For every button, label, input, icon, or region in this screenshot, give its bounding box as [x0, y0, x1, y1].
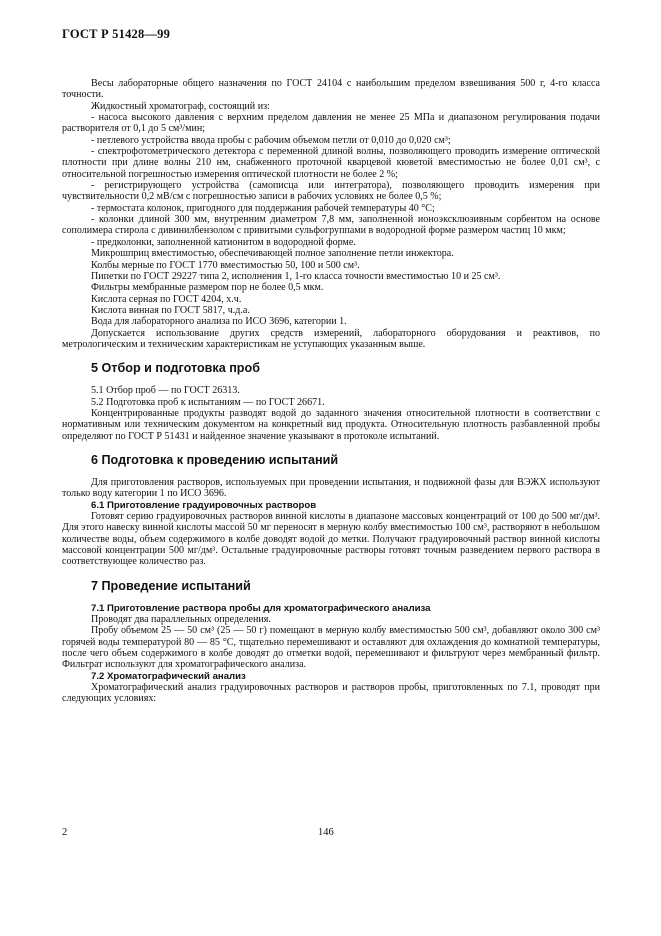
- list-item: - регистрирующего устройства (самописца или интегратора), позволяющего проводить измерения при чувствительности 0,2 мВ/см с погрешностью записи в рабочих условиях не более 0,5 %;: [62, 180, 600, 203]
- paragraph: Колбы мерные по ГОСТ 1770 вместимостью 50, 100 и 500 см³.: [91, 259, 360, 271]
- paragraph: Для приготовления растворов, используемых при проведении испытания, и подвижной фазы для ВЭЖХ используют только воду категории 1 по ИСО 3696.: [62, 476, 600, 500]
- paragraph: Кислота винная по ГОСТ 5817, ч.д.а.: [91, 304, 250, 316]
- subsection-heading: 7.2 Хроматографический анализ: [91, 670, 246, 682]
- document-header: ГОСТ Р 51428—99: [62, 27, 171, 41]
- list-item: - колонки длиной 300 мм, внутренним диаметром 7,8 мм, заполненной ионоэксклюзивным сорбентом на основе сополимера стирола с дивинилбензолом с привитыми сульфогруппами в водородной форме размером частиц 10 мкм;: [62, 214, 600, 237]
- list-item: - насоса высокого давления с верхним пределом давления не менее 25 МПа и диапазоном регулирования подачи растворителя от 0,1 до 5 см³/мин;: [62, 112, 600, 135]
- paragraph: 5.2 Подготовка проб к испытаниям — по ГОСТ 26671.: [91, 396, 325, 408]
- paragraph: 5.1 Отбор проб — по ГОСТ 26313.: [91, 385, 240, 397]
- section-heading: 6 Подготовка к проведению испытаний: [91, 452, 339, 467]
- page-number-global: 146: [318, 827, 334, 838]
- paragraph: Проводят два параллельных определения.: [91, 614, 271, 626]
- list-item: - предколонки, заполненной катионитом в водородной форме.: [91, 236, 356, 248]
- paragraph: Готовят серию градуировочных растворов винной кислоты в диапазоне массовых концентраций от 100 до 500 мг/дм³. Для этого навеску винной кислоты массой 50 мг переносят в мерную колбу вместимостью 100 см³, растворяют в небольшом количестве воды, объем содержимого в колбе доводят водой до метки. Получают градуировочный раствор винной кислоты массовой концентрации 500 мг/дм³. Остальные градуировочные растворы готовят точным разведением первого раствора в соответствующее количество раз.: [62, 511, 600, 568]
- subsection-heading: 6.1 Приготовление градуировочных растворов: [91, 499, 317, 511]
- list-item: - спектрофотометрического детектора с переменной длиной волны, позволяющего проводить измерение оптической плотности при длине волны 210 нм, снабженного проточной кварцевой кюветой вместимостью не более 0,01 см³, с относительной погрешностью измерения оптической плотности не более 2 %;: [62, 146, 600, 180]
- paragraph: Пипетки по ГОСТ 29227 типа 2, исполнения 1, 1-го класса точности вместимостью 10 и 25 см³.: [91, 270, 501, 282]
- section-heading: 7 Проведение испытаний: [91, 578, 251, 593]
- page-number-local: 2: [62, 827, 68, 838]
- paragraph: Вода для лабораторного анализа по ИСО 3696, категории 1.: [91, 316, 347, 328]
- paragraph: Хроматографический анализ градуировочных растворов и растворов пробы, приготовленных по 7.1, проводят при следующих условиях:: [62, 682, 600, 705]
- paragraph: Жидкостный хроматограф, состоящий из:: [91, 100, 270, 112]
- section-heading: 5 Отбор и подготовка проб: [91, 361, 260, 376]
- paragraph: Концентрированные продукты разводят водой до заданного значения относительной плотности в соответствии с нормативным или техническим документом на конкретный вид продукта. Относительную плотность разбавленной пробы определяют по ГОСТ Р 51431 и найденное значение указывают в протоколе испытаний.: [62, 407, 600, 442]
- paragraph: Пробу объемом 25 — 50 см³ (25 — 50 г) помещают в мерную колбу вместимостью 500 см³, добавляют около 300 см³ горячей воды температурой 80 — 85 °С, тщательно перемешивают и оставляют для охлаждения до комнатной температуры, после чего объем содержимого в колбе доводят до отметки водой, перемешивают и фильтруют через мембранный фильтр. Фильтрат используют для хроматографического анализа.: [62, 625, 600, 671]
- paragraph: Весы лабораторные общего назначения по ГОСТ 24104 с наибольшим пределом взвешивания 500 г, 4-го класса точности.: [62, 78, 600, 101]
- list-item: - термостата колонок, пригодного для поддержания рабочей температуры 40 °С;: [91, 202, 435, 214]
- document-body: [62, 78, 600, 705]
- paragraph: Микрошприц вместимостью, обеспечивающей полное заполнение петли инжектора.: [91, 248, 454, 260]
- list-item: - петлевого устройства ввода пробы с рабочим объемом петли от 0,010 до 0,020 см³;: [91, 134, 451, 146]
- paragraph: Фильтры мембранные размером пор не более 0,5 мкм.: [91, 282, 324, 294]
- paragraph: Кислота серная по ГОСТ 4204, х.ч.: [91, 293, 242, 305]
- paragraph: Допускается использование других средств измерений, лабораторного оборудования и реактивов, по метрологическим и техническим характеристикам не уступающих указанным выше.: [62, 327, 600, 350]
- subsection-heading: 7.1 Приготовление раствора пробы для хроматографического анализа: [91, 602, 431, 614]
